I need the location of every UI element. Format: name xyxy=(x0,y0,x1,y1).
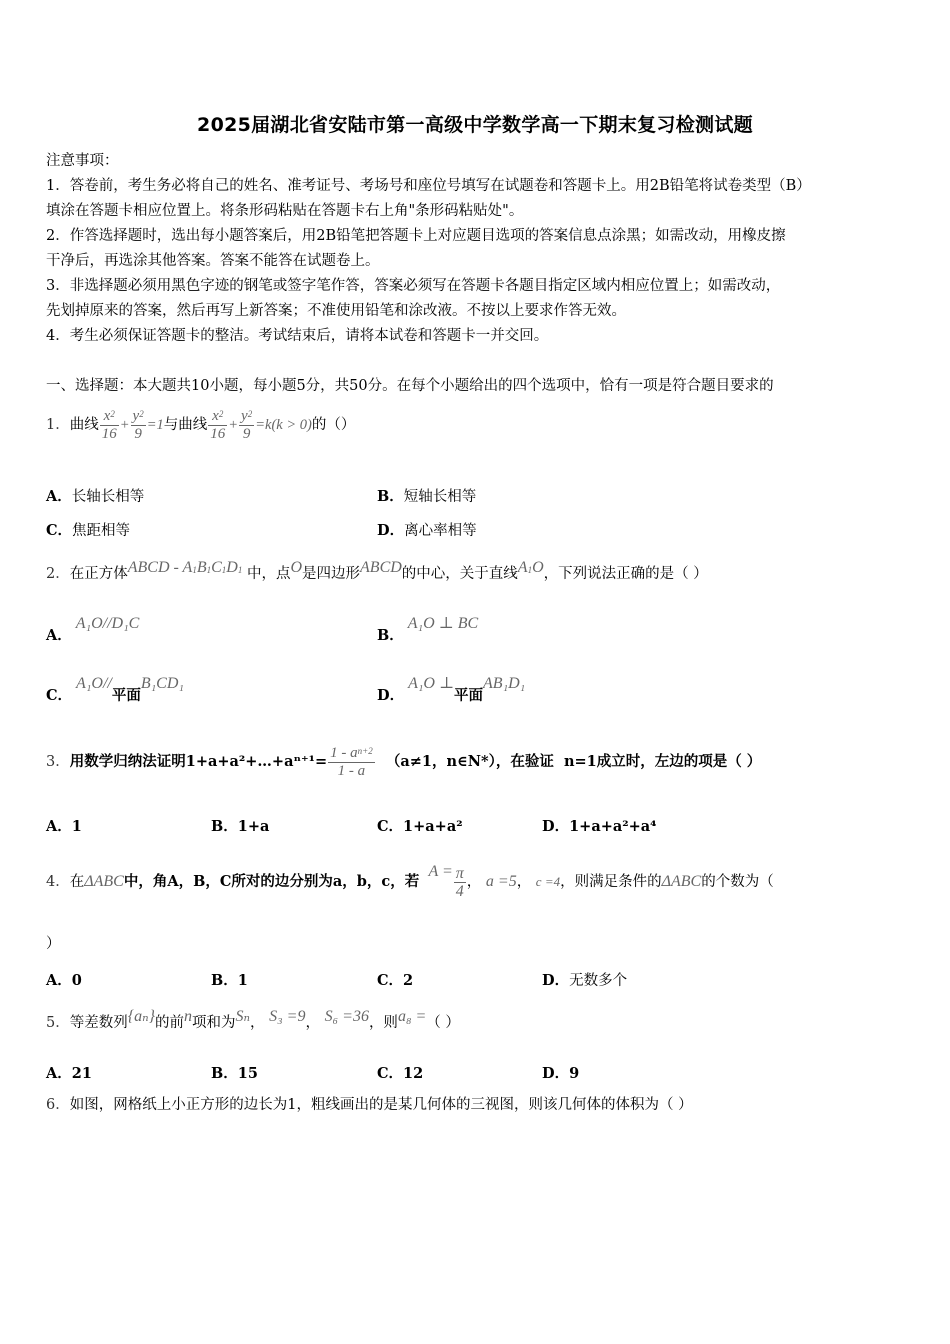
notice-line: 2．作答选择题时，选出每小题答案后，用2B铅笔把答题卡上对应题目选项的答案信息点涂黑；如需改动，用橡皮擦 xyxy=(46,228,786,244)
option-a[interactable]: A．1 xyxy=(46,818,82,835)
equation-rhs: =1 xyxy=(146,417,164,433)
option-b[interactable]: B．短轴长相等 xyxy=(377,488,477,505)
question-3 xyxy=(46,738,761,786)
q2-text: 在正方体 xyxy=(69,566,128,582)
option-a[interactable]: A．长轴长相等 xyxy=(46,488,145,505)
notice-line: 填涂在答题卡相应位置上。将条形码粘贴在答题卡右上角"条形码粘贴处"。 xyxy=(46,203,524,219)
section-heading: 一、选择题：本大题共10小题，每小题5分，共50分。在每个小题给出的四个选项中，恰有一项是符合题目要求的 xyxy=(46,378,774,394)
question-number: 1． xyxy=(46,417,70,433)
question-number: 6． xyxy=(46,1097,70,1113)
q3-text: （a≠1，n∈N*），在验证 xyxy=(385,753,554,770)
math-expr: Sₙ xyxy=(235,1008,250,1025)
fraction: $\frac{x^2}{16}$ xyxy=(101,407,117,442)
fraction: $\frac{1 - a^{n+2}}{1 - a}$ xyxy=(330,744,373,779)
q1-text: 曲线 xyxy=(69,417,99,433)
math-expr: $A_1O$ xyxy=(517,559,544,576)
q4-text: ，则满足条件的 xyxy=(560,874,662,890)
option-d[interactable]: D．无数多个 xyxy=(542,972,628,989)
notice-line: 干净后，再选涂其他答案。答案不能答在试题卷上。 xyxy=(46,253,380,269)
option-d[interactable]: D．离心率相等 xyxy=(377,522,477,539)
q3-text: n=1成立时，左边的项是（ ） xyxy=(563,753,762,770)
math-expr: ΔABC xyxy=(661,873,702,890)
math-expr: 1+a+a²+…+aⁿ⁺¹= xyxy=(185,753,328,770)
math-expr: ΔABC xyxy=(84,873,124,890)
math-expr: S₃ =9 xyxy=(269,1008,306,1025)
question-5: 5．等差数列{aₙ}的前n项和为Sₙ， S₃ =9， S₆ =36，则a₈ =（ ） xyxy=(46,1008,460,1031)
question-number: 4． xyxy=(46,874,70,890)
option-c[interactable]: C．1+a+a² xyxy=(377,818,463,835)
q2-text: 的中心，关于直线 xyxy=(401,566,518,582)
q6-text: 如图，网格纸上小正方形的边长为1，粗线画出的是某几何体的三视图，则该几何体的体积为（ ） xyxy=(69,1097,693,1113)
q5-text: 项和为 xyxy=(192,1015,236,1031)
q5-text: 等差数列 xyxy=(69,1015,128,1031)
q1-text: 的（） xyxy=(311,417,356,433)
math-expr: c =4 xyxy=(535,874,561,889)
fraction: $\frac{x^2}{16}$ xyxy=(210,407,226,442)
equation-rhs: =k(k > 0) xyxy=(255,417,312,433)
option-a[interactable]: A．0 xyxy=(46,972,82,989)
q2-text: 是四边形 xyxy=(302,566,361,582)
math-expr: A = xyxy=(428,863,453,880)
q2-text: 中，点 xyxy=(246,566,291,582)
notice-heading: 注意事项： xyxy=(46,153,119,169)
q1-text: 与曲线 xyxy=(163,417,208,433)
math-expr: O xyxy=(290,559,303,576)
question-6 xyxy=(46,1094,693,1116)
question-number: 5． xyxy=(46,1015,70,1031)
math-expr: a₈ = xyxy=(397,1008,427,1025)
question-2 xyxy=(46,559,708,585)
math-expr: ABCD xyxy=(360,559,402,576)
option-a[interactable]: A．21 xyxy=(46,1065,92,1082)
q4-text: 中，角A，B，C所对的边分别为a，b，c，若 xyxy=(123,873,420,890)
question-number: 2． xyxy=(46,566,70,582)
notice-line: 1．答卷前，考生务必将自己的姓名、准考证号、考场号和座位号填写在试题卷和答题卡上。用2B铅笔将试卷类型（B） xyxy=(46,178,811,194)
q4-text: 的个数为（ xyxy=(701,874,774,890)
q5-text: ，则 xyxy=(368,1015,398,1031)
q4-text: ） xyxy=(46,936,61,952)
question-4: 4．在ΔABC中，角A，B，C所对的边分别为a，b，c，若 A = $\frac{\pi}{4}$ ， a =5， c =4，则满足条件的ΔABC的个数为（ xyxy=(46,863,774,900)
notice-line: 先划掉原来的答案，然后再写上新答案；不准使用铅笔和涂改液。不按以上要求作答无效。 xyxy=(46,303,626,319)
option-c[interactable]: C．A₁O//平面B₁CD₁ xyxy=(46,675,184,704)
math-expr: {aₙ} xyxy=(127,1008,156,1025)
q3-text: 用数学归纳法证明 xyxy=(69,753,186,770)
option-d[interactable]: D．1+a+a²+a⁴ xyxy=(542,818,657,835)
fraction: $\frac{y^2}{9}$ xyxy=(132,407,144,442)
option-d[interactable]: D．9 xyxy=(542,1065,580,1082)
math-expr: S₆ =36 xyxy=(324,1008,369,1025)
option-b[interactable]: B．A₁O ⊥ BC xyxy=(377,615,479,644)
math-expr: ABCD - $A_1B_1C_1D_1$ xyxy=(127,559,243,576)
q5-text: （ ） xyxy=(426,1015,460,1031)
option-c[interactable]: C．2 xyxy=(377,972,414,989)
option-c[interactable]: C．焦距相等 xyxy=(46,522,131,539)
q4-text: 在 xyxy=(69,874,85,890)
option-a[interactable]: A．A₁O//D₁C xyxy=(46,615,140,644)
q5-text: 的前 xyxy=(155,1015,185,1031)
question-number: 3． xyxy=(46,754,70,770)
question-1: 1．曲线 $\frac{x^2}{16}$ + $\frac{y^2}{9}$ =1与曲线 $\frac{x^2}{16}$ + $\frac{y^2}{9}$ =k(k > 0)的（） xyxy=(46,407,356,442)
option-b[interactable]: B．15 xyxy=(211,1065,258,1082)
option-b[interactable]: B．1 xyxy=(211,972,248,989)
math-expr: a =5 xyxy=(485,873,517,890)
fraction: $\frac{\pi}{4}$ xyxy=(455,864,464,900)
option-b[interactable]: B．1+a xyxy=(211,818,270,835)
option-d[interactable]: D．A₁O ⊥平面AB₁D₁ xyxy=(377,675,526,704)
math-expr: n xyxy=(184,1008,193,1025)
notice-line: 4．考生必须保证答题卡的整洁。考试结束后，请将本试卷和答题卡一并交回。 xyxy=(46,328,549,344)
fraction: $\frac{y^2}{9}$ xyxy=(241,407,253,442)
option-c[interactable]: C．12 xyxy=(377,1065,424,1082)
q2-text: ，下列说法正确的是（ ） xyxy=(543,566,708,582)
notice-line: 3．非选择题必须用黑色字迹的钢笔或签字笔作答，答案必须写在答题卡各题目指定区域内相应位置上；如需改动， xyxy=(46,278,781,294)
page-title: 2025届湖北省安陆市第一高级中学数学高一下期末复习检测试题 xyxy=(197,114,753,136)
